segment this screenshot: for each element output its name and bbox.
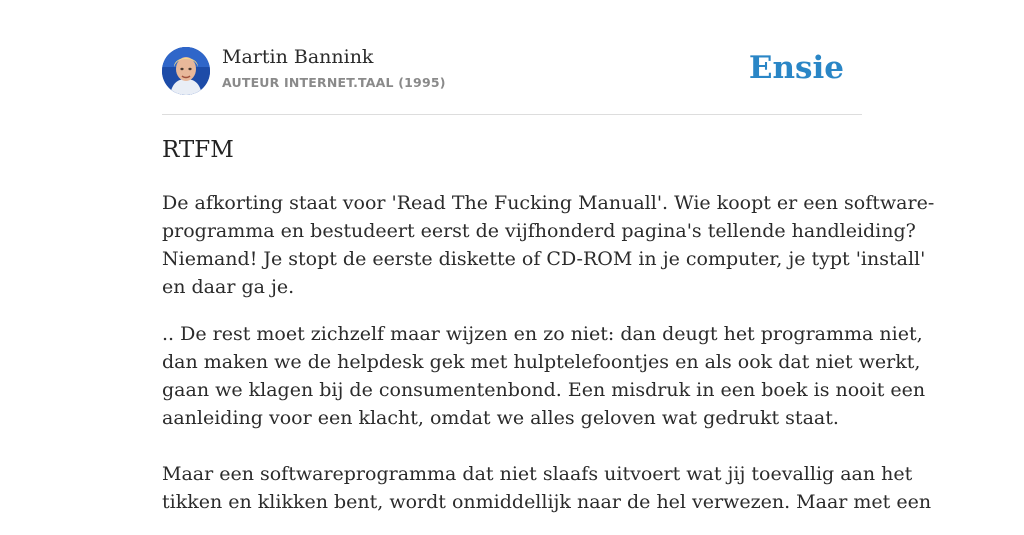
- avatar-portrait-icon: [162, 47, 210, 95]
- ensie-logo[interactable]: Ensie: [748, 50, 844, 86]
- paragraph-3-line: Maar een softwareprogramma dat niet slaafs uitvoert wat jij toevallig aan het: [162, 463, 913, 485]
- paragraph-2-line: aanleiding voor een klacht, omdat we alles geloven wat gedrukt staat.: [162, 407, 839, 429]
- paragraph-1-line: en daar ga je.: [162, 276, 295, 298]
- author-subtitle: AUTEUR INTERNET.TAAL (1995): [222, 75, 446, 90]
- paragraph-1: [162, 189, 935, 301]
- paragraph-3-line: tikken en klikken bent, wordt onmiddellijk naar de hel verwezen. Maar met een: [162, 491, 932, 513]
- paragraph-1-line: programma en bestudeert eerst de vijfhonderd pagina's tellende handleiding?: [162, 220, 916, 242]
- paragraph-2: [162, 320, 932, 516]
- paragraph-2-line: dan maken we de helpdesk gek met hulptelefoontjes en als ook dat niet werkt,: [162, 351, 921, 373]
- entry-term-heading: RTFM: [162, 137, 234, 163]
- paragraph-break: [162, 432, 862, 460]
- paragraph-1-line: De afkorting staat voor 'Read The Fucking Manuall'. Wie koopt er een software-: [162, 192, 935, 214]
- entry-body: [162, 189, 935, 535]
- paragraph-1-line: Niemand! Je stopt de eerste diskette of CD-ROM in je computer, je typt 'install': [162, 248, 926, 270]
- author-name[interactable]: Martin Bannink: [222, 46, 374, 68]
- author-avatar[interactable]: [162, 47, 210, 95]
- paragraph-2-line: .. De rest moet zichzelf maar wijzen en zo niet: dan deugt het programma niet,: [162, 323, 923, 345]
- author-header: [162, 44, 862, 115]
- paragraph-2-line: gaan we klagen bij de consumentenbond. Een misdruk in een boek is nooit een: [162, 379, 926, 401]
